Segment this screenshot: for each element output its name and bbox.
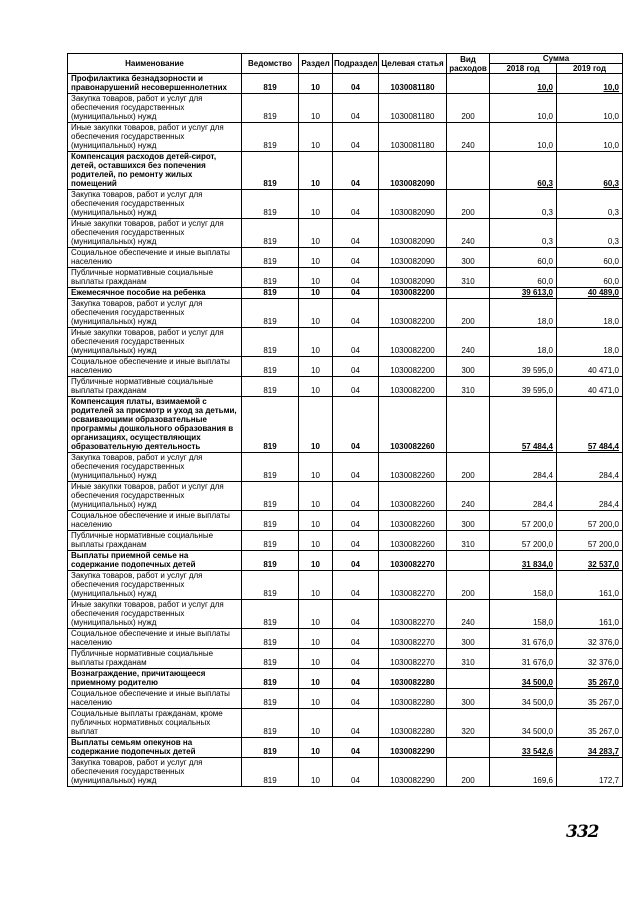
cell-sum-2019: 161,0 bbox=[557, 571, 623, 600]
cell-expense-type: 300 bbox=[447, 629, 490, 649]
cell-expense-type: 240 bbox=[447, 123, 490, 152]
cell-dept: 819 bbox=[242, 511, 299, 531]
table-row bbox=[68, 453, 623, 482]
cell-dept: 819 bbox=[242, 74, 299, 94]
cell-dept: 819 bbox=[242, 268, 299, 288]
cell-section: 10 bbox=[299, 482, 333, 511]
cell-sum-2019: 60,0 bbox=[557, 268, 623, 288]
table-row bbox=[68, 219, 623, 248]
cell-sum-2019: 161,0 bbox=[557, 600, 623, 629]
table-row bbox=[68, 190, 623, 219]
table-body bbox=[68, 74, 623, 787]
cell-dept: 819 bbox=[242, 219, 299, 248]
cell-sum-2019: 32 376,0 bbox=[557, 629, 623, 649]
cell-section: 10 bbox=[299, 551, 333, 571]
cell-section: 10 bbox=[299, 669, 333, 689]
cell-name: Социальное обеспечение и иные выплаты населению bbox=[68, 511, 242, 531]
budget-table-sheet bbox=[67, 53, 622, 787]
cell-dept: 819 bbox=[242, 299, 299, 328]
cell-name: Социальные выплаты гражданам, кроме публичных нормативных социальных выплат bbox=[68, 709, 242, 738]
cell-sum-2018: 10,0 bbox=[490, 94, 557, 123]
cell-target: 1030082260 bbox=[379, 482, 447, 511]
cell-expense-type: 300 bbox=[447, 689, 490, 709]
cell-name: Публичные нормативные социальные выплаты гражданам bbox=[68, 268, 242, 288]
cell-sum-2018: 57 200,0 bbox=[490, 511, 557, 531]
table-row bbox=[68, 123, 623, 152]
cell-dept: 819 bbox=[242, 357, 299, 377]
cell-sum-2018: 31 834,0 bbox=[490, 551, 557, 571]
cell-dept: 819 bbox=[242, 551, 299, 571]
cell-section: 10 bbox=[299, 453, 333, 482]
cell-sum-2018: 284,4 bbox=[490, 453, 557, 482]
table-row bbox=[68, 357, 623, 377]
cell-sum-2018: 39 595,0 bbox=[490, 357, 557, 377]
cell-dept: 819 bbox=[242, 649, 299, 669]
cell-subsection: 04 bbox=[333, 531, 379, 551]
cell-expense-type: 240 bbox=[447, 328, 490, 357]
cell-dept: 819 bbox=[242, 689, 299, 709]
cell-target: 1030082260 bbox=[379, 397, 447, 453]
header-section: Раздел bbox=[299, 54, 333, 74]
cell-name: Закупка товаров, работ и услуг для обеспечения государственных (муниципальных) нужд bbox=[68, 190, 242, 219]
cell-sum-2019: 32 537,0 bbox=[557, 551, 623, 571]
table-row-total bbox=[68, 738, 623, 758]
cell-target: 1030082090 bbox=[379, 152, 447, 190]
cell-sum-2019: 60,0 bbox=[557, 248, 623, 268]
cell-expense-type bbox=[447, 738, 490, 758]
header-subsection: Подраздел bbox=[333, 54, 379, 74]
cell-name: Публичные нормативные социальные выплаты гражданам bbox=[68, 377, 242, 397]
table-row bbox=[68, 709, 623, 738]
cell-name: Компенсация платы, взимаемой с родителей за присмотр и уход за детьми, осваивающими образовательные программы дошкольного образования в организациях, осуществляющих образовательную деятельность bbox=[68, 397, 242, 453]
cell-subsection: 04 bbox=[333, 600, 379, 629]
table-row bbox=[68, 689, 623, 709]
header-target: Целевая статья bbox=[379, 54, 447, 74]
table-row bbox=[68, 571, 623, 600]
cell-subsection: 04 bbox=[333, 190, 379, 219]
cell-sum-2019: 40 471,0 bbox=[557, 357, 623, 377]
cell-name: Закупка товаров, работ и услуг для обеспечения государственных (муниципальных) нужд bbox=[68, 571, 242, 600]
cell-subsection: 04 bbox=[333, 152, 379, 190]
cell-target: 1030082260 bbox=[379, 453, 447, 482]
cell-name: Иные закупки товаров, работ и услуг для обеспечения государственных (муниципальных) нужд bbox=[68, 123, 242, 152]
cell-section: 10 bbox=[299, 219, 333, 248]
table-row-total bbox=[68, 152, 623, 190]
cell-subsection: 04 bbox=[333, 219, 379, 248]
cell-subsection: 04 bbox=[333, 397, 379, 453]
cell-sum-2019: 10,0 bbox=[557, 94, 623, 123]
cell-subsection: 04 bbox=[333, 123, 379, 152]
cell-expense-type: 300 bbox=[447, 511, 490, 531]
cell-target: 1030082270 bbox=[379, 600, 447, 629]
cell-name: Публичные нормативные социальные выплаты гражданам bbox=[68, 531, 242, 551]
cell-dept: 819 bbox=[242, 571, 299, 600]
cell-dept: 819 bbox=[242, 288, 299, 299]
cell-name: Социальное обеспечение и иные выплаты населению bbox=[68, 248, 242, 268]
cell-section: 10 bbox=[299, 288, 333, 299]
cell-sum-2019: 284,4 bbox=[557, 482, 623, 511]
header-year-2019: 2019 год bbox=[557, 64, 623, 74]
cell-section: 10 bbox=[299, 94, 333, 123]
cell-name: Компенсация расходов детей-сирот, детей, оставшихся без попечения родителей, по ремонту жилых помещений bbox=[68, 152, 242, 190]
table-row-total bbox=[68, 74, 623, 94]
cell-sum-2019: 10,0 bbox=[557, 123, 623, 152]
cell-sum-2019: 32 376,0 bbox=[557, 649, 623, 669]
cell-target: 1030081180 bbox=[379, 94, 447, 123]
cell-subsection: 04 bbox=[333, 738, 379, 758]
cell-dept: 819 bbox=[242, 531, 299, 551]
cell-sum-2018: 60,0 bbox=[490, 248, 557, 268]
table-row bbox=[68, 377, 623, 397]
cell-sum-2018: 18,0 bbox=[490, 299, 557, 328]
cell-target: 1030082280 bbox=[379, 709, 447, 738]
cell-target: 1030082260 bbox=[379, 531, 447, 551]
cell-subsection: 04 bbox=[333, 377, 379, 397]
cell-expense-type: 240 bbox=[447, 482, 490, 511]
table-row bbox=[68, 94, 623, 123]
cell-expense-type: 200 bbox=[447, 190, 490, 219]
cell-section: 10 bbox=[299, 531, 333, 551]
table-row bbox=[68, 758, 623, 787]
table-row bbox=[68, 649, 623, 669]
cell-expense-type: 310 bbox=[447, 268, 490, 288]
cell-section: 10 bbox=[299, 649, 333, 669]
cell-sum-2018: 39 595,0 bbox=[490, 377, 557, 397]
cell-target: 1030082280 bbox=[379, 669, 447, 689]
table-row-total bbox=[68, 397, 623, 453]
cell-sum-2019: 0,3 bbox=[557, 190, 623, 219]
cell-expense-type: 200 bbox=[447, 571, 490, 600]
cell-target: 1030082090 bbox=[379, 219, 447, 248]
cell-name: Вознаграждение, причитающееся приемному родителю bbox=[68, 669, 242, 689]
cell-section: 10 bbox=[299, 377, 333, 397]
cell-sum-2018: 0,3 bbox=[490, 190, 557, 219]
header-name: Наименование bbox=[68, 54, 242, 74]
cell-subsection: 04 bbox=[333, 94, 379, 123]
cell-sum-2019: 34 283,7 bbox=[557, 738, 623, 758]
cell-dept: 819 bbox=[242, 397, 299, 453]
cell-target: 1030082090 bbox=[379, 190, 447, 219]
cell-sum-2019: 57 484,4 bbox=[557, 397, 623, 453]
cell-name: Выплаты семьям опекунов на содержание подопечных детей bbox=[68, 738, 242, 758]
cell-subsection: 04 bbox=[333, 357, 379, 377]
cell-name: Иные закупки товаров, работ и услуг для обеспечения государственных (муниципальных) нужд bbox=[68, 600, 242, 629]
cell-target: 1030081180 bbox=[379, 123, 447, 152]
cell-expense-type: 310 bbox=[447, 531, 490, 551]
table-row bbox=[68, 482, 623, 511]
header-dept: Ведомство bbox=[242, 54, 299, 74]
cell-target: 1030082200 bbox=[379, 328, 447, 357]
cell-sum-2019: 10,0 bbox=[557, 74, 623, 94]
cell-sum-2018: 284,4 bbox=[490, 482, 557, 511]
cell-subsection: 04 bbox=[333, 482, 379, 511]
cell-section: 10 bbox=[299, 357, 333, 377]
cell-subsection: 04 bbox=[333, 758, 379, 787]
cell-target: 1030082200 bbox=[379, 377, 447, 397]
cell-section: 10 bbox=[299, 152, 333, 190]
cell-expense-type bbox=[447, 669, 490, 689]
cell-subsection: 04 bbox=[333, 328, 379, 357]
cell-name: Закупка товаров, работ и услуг для обеспечения государственных (муниципальных) нужд bbox=[68, 94, 242, 123]
cell-target: 1030082290 bbox=[379, 758, 447, 787]
cell-name: Иные закупки товаров, работ и услуг для обеспечения государственных (муниципальных) нужд bbox=[68, 328, 242, 357]
cell-expense-type: 200 bbox=[447, 758, 490, 787]
cell-sum-2019: 172,7 bbox=[557, 758, 623, 787]
cell-section: 10 bbox=[299, 689, 333, 709]
cell-sum-2019: 0,3 bbox=[557, 219, 623, 248]
cell-sum-2018: 158,0 bbox=[490, 571, 557, 600]
cell-subsection: 04 bbox=[333, 649, 379, 669]
cell-name: Социальное обеспечение и иные выплаты населению bbox=[68, 689, 242, 709]
cell-subsection: 04 bbox=[333, 511, 379, 531]
header-expense-type: Вид расходов bbox=[447, 54, 490, 74]
cell-expense-type: 310 bbox=[447, 377, 490, 397]
cell-section: 10 bbox=[299, 397, 333, 453]
cell-section: 10 bbox=[299, 629, 333, 649]
cell-expense-type: 200 bbox=[447, 299, 490, 328]
cell-dept: 819 bbox=[242, 94, 299, 123]
table-row-total bbox=[68, 551, 623, 571]
cell-dept: 819 bbox=[242, 629, 299, 649]
cell-expense-type: 300 bbox=[447, 248, 490, 268]
cell-sum-2019: 35 267,0 bbox=[557, 709, 623, 738]
cell-subsection: 04 bbox=[333, 288, 379, 299]
cell-sum-2019: 40 471,0 bbox=[557, 377, 623, 397]
cell-dept: 819 bbox=[242, 482, 299, 511]
cell-name: Закупка товаров, работ и услуг для обеспечения государственных (муниципальных) нужд bbox=[68, 299, 242, 328]
cell-subsection: 04 bbox=[333, 551, 379, 571]
cell-sum-2019: 35 267,0 bbox=[557, 669, 623, 689]
cell-dept: 819 bbox=[242, 248, 299, 268]
cell-target: 1030082270 bbox=[379, 629, 447, 649]
cell-subsection: 04 bbox=[333, 268, 379, 288]
cell-target: 1030082200 bbox=[379, 288, 447, 299]
cell-sum-2018: 60,3 bbox=[490, 152, 557, 190]
cell-expense-type bbox=[447, 152, 490, 190]
table-row bbox=[68, 629, 623, 649]
cell-section: 10 bbox=[299, 571, 333, 600]
cell-target: 1030082200 bbox=[379, 299, 447, 328]
header-sum: Сумма bbox=[490, 54, 623, 64]
cell-dept: 819 bbox=[242, 152, 299, 190]
cell-target: 1030082270 bbox=[379, 551, 447, 571]
cell-target: 1030082270 bbox=[379, 649, 447, 669]
cell-section: 10 bbox=[299, 74, 333, 94]
cell-sum-2019: 57 200,0 bbox=[557, 531, 623, 551]
cell-name: Профилактика безнадзорности и правонарушений несовершеннолетних bbox=[68, 74, 242, 94]
cell-sum-2018: 18,0 bbox=[490, 328, 557, 357]
cell-dept: 819 bbox=[242, 709, 299, 738]
cell-sum-2018: 60,0 bbox=[490, 268, 557, 288]
cell-dept: 819 bbox=[242, 123, 299, 152]
cell-section: 10 bbox=[299, 190, 333, 219]
cell-name: Иные закупки товаров, работ и услуг для обеспечения государственных (муниципальных) нужд bbox=[68, 219, 242, 248]
cell-name: Социальное обеспечение и иные выплаты населению bbox=[68, 629, 242, 649]
cell-dept: 819 bbox=[242, 190, 299, 219]
cell-subsection: 04 bbox=[333, 248, 379, 268]
cell-dept: 819 bbox=[242, 453, 299, 482]
cell-expense-type: 320 bbox=[447, 709, 490, 738]
cell-sum-2019: 57 200,0 bbox=[557, 511, 623, 531]
cell-dept: 819 bbox=[242, 377, 299, 397]
cell-expense-type bbox=[447, 74, 490, 94]
table-row bbox=[68, 600, 623, 629]
table-row bbox=[68, 268, 623, 288]
cell-expense-type: 300 bbox=[447, 357, 490, 377]
cell-section: 10 bbox=[299, 758, 333, 787]
table-row bbox=[68, 531, 623, 551]
cell-subsection: 04 bbox=[333, 629, 379, 649]
table-row-total bbox=[68, 669, 623, 689]
cell-sum-2018: 33 542,6 bbox=[490, 738, 557, 758]
cell-dept: 819 bbox=[242, 669, 299, 689]
cell-sum-2018: 10,0 bbox=[490, 123, 557, 152]
table-row bbox=[68, 328, 623, 357]
cell-sum-2018: 158,0 bbox=[490, 600, 557, 629]
cell-expense-type: 200 bbox=[447, 94, 490, 123]
table-header bbox=[68, 54, 623, 74]
page-number: 332 bbox=[566, 822, 599, 842]
cell-sum-2018: 34 500,0 bbox=[490, 669, 557, 689]
table-row bbox=[68, 248, 623, 268]
cell-subsection: 04 bbox=[333, 709, 379, 738]
cell-name: Социальное обеспечение и иные выплаты населению bbox=[68, 357, 242, 377]
cell-section: 10 bbox=[299, 328, 333, 357]
cell-section: 10 bbox=[299, 511, 333, 531]
cell-expense-type: 310 bbox=[447, 649, 490, 669]
table-row bbox=[68, 511, 623, 531]
cell-target: 1030082280 bbox=[379, 689, 447, 709]
cell-name: Закупка товаров, работ и услуг для обеспечения государственных (муниципальных) нужд bbox=[68, 453, 242, 482]
cell-section: 10 bbox=[299, 709, 333, 738]
cell-sum-2018: 34 500,0 bbox=[490, 689, 557, 709]
cell-subsection: 04 bbox=[333, 299, 379, 328]
cell-name: Выплаты приемной семье на содержание подопечных детей bbox=[68, 551, 242, 571]
cell-section: 10 bbox=[299, 248, 333, 268]
cell-expense-type bbox=[447, 397, 490, 453]
cell-section: 10 bbox=[299, 738, 333, 758]
cell-sum-2018: 39 613,0 bbox=[490, 288, 557, 299]
cell-sum-2019: 18,0 bbox=[557, 299, 623, 328]
cell-sum-2018: 31 676,0 bbox=[490, 629, 557, 649]
cell-expense-type bbox=[447, 288, 490, 299]
cell-sum-2018: 0,3 bbox=[490, 219, 557, 248]
table-row bbox=[68, 299, 623, 328]
cell-sum-2018: 169,6 bbox=[490, 758, 557, 787]
cell-expense-type: 240 bbox=[447, 219, 490, 248]
cell-dept: 819 bbox=[242, 738, 299, 758]
cell-sum-2019: 35 267,0 bbox=[557, 689, 623, 709]
header-year-2018: 2018 год bbox=[490, 64, 557, 74]
cell-target: 1030082090 bbox=[379, 268, 447, 288]
cell-section: 10 bbox=[299, 299, 333, 328]
table-row-total bbox=[68, 288, 623, 299]
cell-sum-2018: 10,0 bbox=[490, 74, 557, 94]
cell-subsection: 04 bbox=[333, 689, 379, 709]
cell-sum-2019: 284,4 bbox=[557, 453, 623, 482]
cell-name: Ежемесячное пособие на ребенка bbox=[68, 288, 242, 299]
cell-section: 10 bbox=[299, 123, 333, 152]
cell-target: 1030081180 bbox=[379, 74, 447, 94]
cell-target: 1030082260 bbox=[379, 511, 447, 531]
cell-subsection: 04 bbox=[333, 453, 379, 482]
cell-expense-type: 240 bbox=[447, 600, 490, 629]
cell-sum-2018: 57 484,4 bbox=[490, 397, 557, 453]
cell-section: 10 bbox=[299, 600, 333, 629]
cell-subsection: 04 bbox=[333, 74, 379, 94]
cell-dept: 819 bbox=[242, 758, 299, 787]
budget-table bbox=[67, 53, 623, 787]
cell-expense-type: 200 bbox=[447, 453, 490, 482]
cell-sum-2019: 60,3 bbox=[557, 152, 623, 190]
cell-sum-2018: 34 500,0 bbox=[490, 709, 557, 738]
cell-sum-2018: 31 676,0 bbox=[490, 649, 557, 669]
cell-target: 1030082090 bbox=[379, 248, 447, 268]
cell-expense-type bbox=[447, 551, 490, 571]
cell-section: 10 bbox=[299, 268, 333, 288]
cell-subsection: 04 bbox=[333, 669, 379, 689]
cell-dept: 819 bbox=[242, 600, 299, 629]
cell-subsection: 04 bbox=[333, 571, 379, 600]
cell-sum-2019: 18,0 bbox=[557, 328, 623, 357]
cell-name: Публичные нормативные социальные выплаты гражданам bbox=[68, 649, 242, 669]
cell-dept: 819 bbox=[242, 328, 299, 357]
cell-sum-2019: 40 489,0 bbox=[557, 288, 623, 299]
cell-sum-2018: 57 200,0 bbox=[490, 531, 557, 551]
cell-target: 1030082200 bbox=[379, 357, 447, 377]
cell-name: Закупка товаров, работ и услуг для обеспечения государственных (муниципальных) нужд bbox=[68, 758, 242, 787]
cell-target: 1030082270 bbox=[379, 571, 447, 600]
cell-target: 1030082290 bbox=[379, 738, 447, 758]
cell-name: Иные закупки товаров, работ и услуг для обеспечения государственных (муниципальных) нужд bbox=[68, 482, 242, 511]
